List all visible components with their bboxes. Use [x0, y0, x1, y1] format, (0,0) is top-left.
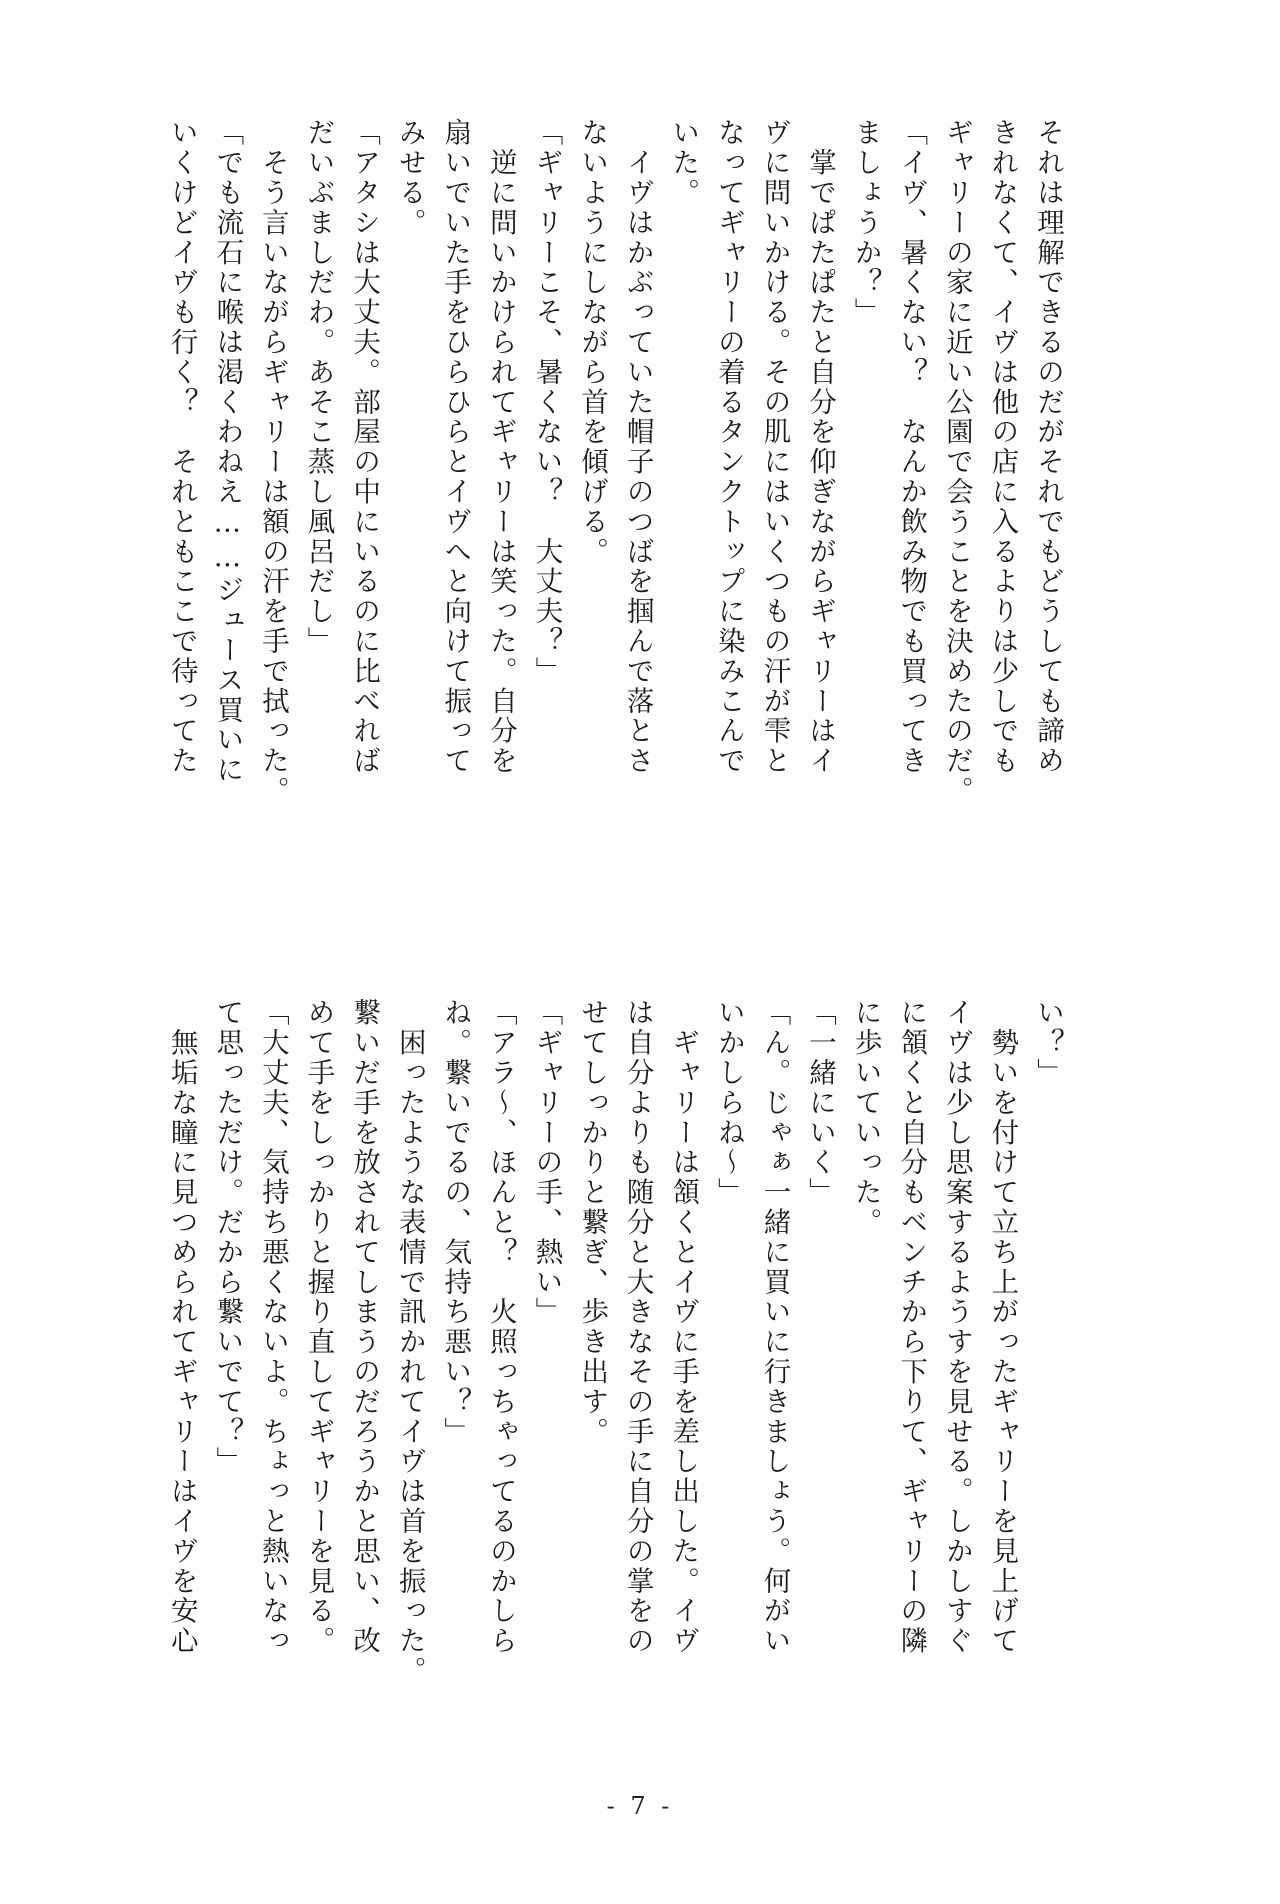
text-line: それは理解できるのだがそれでもどうしても諦め — [1032, 118, 1064, 776]
text-line: イヴはかぶっていた帽子のつばを掴んで落とさ — [621, 118, 654, 776]
text-line: 「アラ～、ほんと？ 火照っちゃってるのかしら — [484, 998, 517, 1656]
text-line: いかしらね～」 — [712, 998, 745, 1208]
text-line: 無垢な瞳に見つめられてギャリーはイヴを安心 — [165, 998, 198, 1656]
text-line: みせる。 — [393, 118, 426, 238]
text-line: 「アタシは大丈夫。部屋の中にいるのに比べれば — [348, 118, 381, 776]
text-line: て思っただけ。だから繋いでて？」 — [211, 998, 244, 1477]
text-line: 繋いだ手を放されてしまうのだろうかと思い、改 — [348, 998, 381, 1656]
text-line: 困ったような表情で訊かれてイヴは首を振った。 — [393, 998, 426, 1686]
text-line: ないようにしながら首を傾げる。 — [576, 118, 609, 567]
text-line: ギャリーの家に近い公園で会うことを決めたのだ。 — [940, 118, 973, 806]
text-line: イヴは少し思案するようすを見せる。しかしすぐ — [940, 998, 973, 1656]
bottom-text-block — [158, 998, 1070, 1770]
text-line: 「一緒にいく」 — [804, 998, 837, 1208]
text-line: に頷くと自分もベンチから下りて、ギャリーの隣 — [895, 998, 928, 1656]
text-line: だいぶましだわ。あそこ蒸し風呂だし」 — [302, 118, 335, 657]
text-line: ましょうか？」 — [849, 118, 882, 328]
text-line: せてしっかりと繋ぎ、歩き出す。 — [576, 998, 609, 1447]
text-line: 「大丈夫、気持ち悪くないよ。ちょっと熱いなっ — [256, 998, 289, 1656]
text-line: 逆に問いかけられてギャリーは笑った。自分を — [484, 118, 517, 776]
text-line: きれなくて、イヴは他の店に入るよりは少しでも — [986, 118, 1019, 776]
text-line: なってギャリーの着るタンクトップに染みこんで — [712, 118, 745, 776]
text-line: 「ギャリーの手、熱い」 — [530, 998, 563, 1327]
text-line: に歩いていった。 — [849, 998, 882, 1238]
text-line: 扇いでいた手をひらひらとイヴへと向けて振って — [439, 118, 472, 776]
text-line: 「ギャリーこそ、暑くない？ 大丈夫？」 — [530, 118, 563, 687]
text-line: 「イヴ、暑くない？ なんか飲み物でも買ってき — [895, 118, 928, 776]
text-line: 掌でぱたぱたと自分を仰ぎながらギャリーはイ — [804, 118, 837, 776]
text-line: いた。 — [667, 118, 700, 208]
text-line: ギャリーは頷くとイヴに手を差し出した。イヴ — [667, 998, 700, 1656]
text-line: ね。繋いでるの、気持ち悪い？」 — [439, 998, 472, 1447]
text-line: い？」 — [1032, 998, 1064, 1088]
text-line: そう言いながらギャリーは額の汗を手で拭った。 — [256, 118, 289, 806]
text-line: ヴに問いかける。その肌にはいくつもの汗が雫と — [758, 118, 791, 776]
text-line: いくけどイヴも行く？ それともここで待ってた — [165, 118, 198, 776]
text-line: 「でも流石に喉は渇くわねえ……ジュース買いに — [211, 118, 244, 785]
text-line: 勢いを付けて立ち上がったギャリーを見上げて — [986, 998, 1019, 1656]
text-line: めて手をしっかりと握り直してギャリーを見る。 — [302, 998, 335, 1656]
top-text-block — [158, 118, 1070, 890]
text-line: 「ん。じゃぁ一緒に買いに行きましょう。何がい — [758, 998, 791, 1656]
page-number: - 7 - — [606, 1792, 674, 1820]
text-line: は自分よりも随分と大きなその手に自分の掌をの — [621, 998, 654, 1656]
